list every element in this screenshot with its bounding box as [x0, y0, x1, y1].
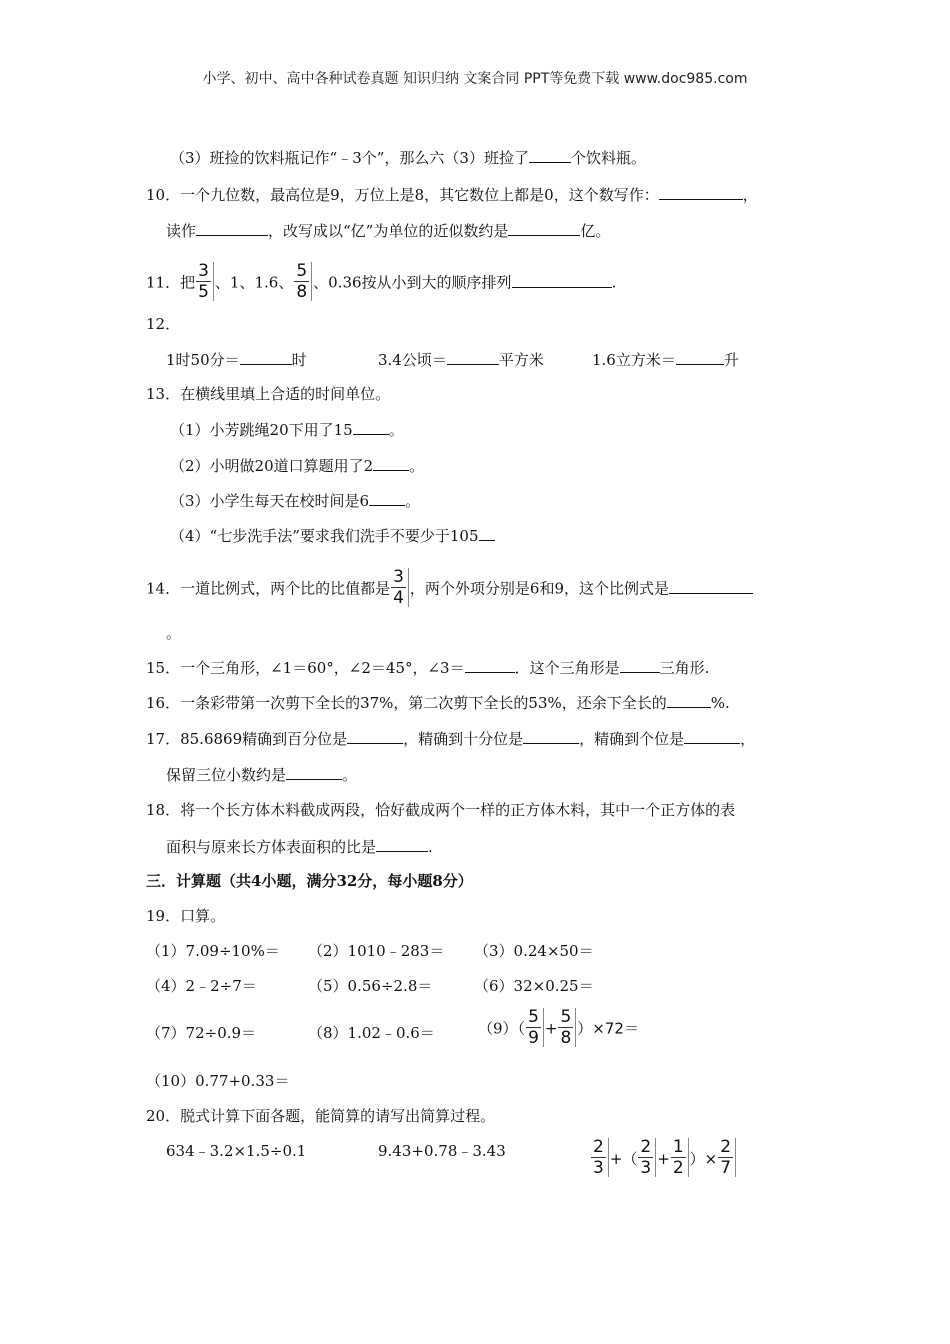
q14-blank[interactable] — [669, 577, 753, 594]
q19-r3-c2: （8）1.02﹣0.6＝ — [308, 1024, 435, 1042]
q12-blank-b[interactable] — [447, 348, 499, 365]
q18-line1: 18．将一个长方体木料截成两段，恰好截成两个一样的正方体木料，其中一个正方体的表 — [146, 801, 736, 819]
q19-r2-c1: （4）2﹣2÷7＝ — [146, 977, 257, 995]
page-header: 小学、初中、高中各种试卷真题 知识归纳 文案合同 PPT等免费下载 www.doc985.com — [202, 71, 748, 87]
q10-blank-read[interactable] — [196, 219, 268, 236]
q10-line1 — [146, 183, 758, 206]
q15-blank-type[interactable] — [620, 656, 660, 673]
q19-fraction-2: $\frac{5}{8}$ — [558, 1008, 576, 1047]
q13-blank-2[interactable] — [373, 454, 409, 471]
q20-fraction-4: $\frac{2}{7}$ — [718, 1138, 736, 1177]
q13-item-3: （3）小学生每天在校时间是6 。 — [170, 489, 420, 512]
q20-expr-2: 9.43+0.78﹣3.43 — [378, 1142, 506, 1160]
q13-item-2: （2）小明做20道口算题用了2 。 — [170, 454, 424, 477]
q13-blank-3[interactable] — [369, 489, 405, 506]
q20-fraction-1: $\frac{2}{3}$ — [591, 1138, 609, 1177]
q16-blank[interactable] — [667, 691, 711, 708]
q15-line: 15．一个三角形，∠1＝60°，∠2＝45°，∠3＝ ．这个三角形是 三角形. — [146, 656, 709, 679]
q10-blank-approx[interactable] — [508, 219, 580, 236]
q14-fraction: $\frac{3}{4}$ — [391, 568, 409, 607]
q19-r1-c1: （1）7.09÷10%＝ — [146, 942, 280, 960]
q18-blank[interactable] — [376, 835, 428, 852]
q19-r2-c2: （5）0.56÷2.8＝ — [308, 977, 433, 995]
q17-blank-thousandths[interactable] — [286, 763, 342, 780]
q9-continuation — [170, 146, 646, 169]
q19-r1-c3: （3）0.24×50＝ — [474, 942, 594, 960]
q12-label: 12． — [146, 315, 181, 333]
q10-comma: ， — [742, 186, 758, 204]
q11-text-mid1: 、1、1.6、 — [214, 273, 294, 292]
q17-blank-hundredths[interactable] — [347, 727, 403, 744]
q9-blank[interactable] — [529, 146, 571, 163]
q20-fraction-3: $\frac{1}{2}$ — [671, 1138, 689, 1177]
q20-title: 20．脱式计算下面各题，能简算的请写出简算过程。 — [146, 1107, 496, 1125]
section-3-title: 三．计算题（共4小题，满分32分，每小题8分） — [146, 872, 473, 890]
q10-line2 — [166, 219, 610, 242]
q11-blank[interactable] — [512, 271, 612, 288]
q12-item-c: 1.6立方米＝ 升 — [592, 348, 739, 371]
q13-blank-1[interactable] — [353, 418, 389, 435]
q17-line1: 17．85.6869精确到百分位是 ，精确到十分位是 ，精确到个位是 ， — [146, 727, 755, 750]
q11-line — [146, 261, 617, 303]
q11-fraction-2: $\frac{5}{8}$ — [294, 262, 312, 301]
q11-text: 11．把 — [146, 273, 196, 292]
q17-line2: 保留三位小数约是 。 — [166, 763, 357, 786]
q12-blank-a[interactable] — [240, 348, 292, 365]
q13-blank-4[interactable] — [479, 524, 495, 541]
q19-r3-c1: （7）72÷0.9＝ — [146, 1024, 257, 1042]
q11-text-mid2: 、0.36按从小到大的顺序排列 — [313, 273, 512, 292]
q10-approx-label: ，改写成以“亿”为单位的近似数约是 — [268, 222, 509, 240]
q12-item-b: 3.4公顷＝ 平方米 — [378, 348, 544, 371]
q19-fraction-1: $\frac{5}{9}$ — [526, 1008, 544, 1047]
q18-line2: 面积与原来长方体表面积的比是 . — [166, 835, 433, 858]
q19-r2-c3: （6）32×0.25＝ — [474, 977, 594, 995]
q11-fraction-1: $\frac{3}{5}$ — [196, 262, 214, 301]
q10-read-label: 读作 — [166, 222, 197, 240]
q10-text: 10．一个九位数，最高位是9，万位上是8，其它数位上都是0，这个数写作： — [146, 186, 659, 204]
q9-text: （3）班捡的饮料瓶记作“﹣3个”，那么六（3）班捡了 — [170, 149, 529, 167]
q14-line1: 14．一道比例式，两个比的比值都是 $\frac{3}{4}$ ，两个外项分别是6和9，这个比例式是 — [146, 570, 753, 609]
q20-expr-1: 634﹣3.2×1.5÷0.1 — [166, 1142, 307, 1160]
q13-title: 13．在横线里填上合适的时间单位。 — [146, 385, 391, 403]
q11-end: . — [611, 273, 617, 292]
q12-item-a: 1时50分＝ 时 — [166, 348, 307, 371]
q17-blank-ones[interactable] — [684, 727, 740, 744]
q10-unit: 亿。 — [580, 222, 611, 240]
q12-blank-c[interactable] — [676, 348, 724, 365]
q14-line2: 。 — [166, 624, 182, 642]
q13-item-1: （1）小芳跳绳20下用了15 。 — [170, 418, 404, 441]
q13-item-4: （4）“七步洗手法”要求我们洗手不要少于105 — [170, 524, 495, 547]
q15-blank-angle[interactable] — [465, 656, 515, 673]
q9-text-end: 个饮料瓶。 — [570, 149, 646, 167]
q19-title: 19．口算。 — [146, 907, 226, 925]
q20-expr-3: $\frac{2}{3}$ +（ $\frac{2}{3}$ + $\frac{1}{2}$ ）× $\frac{2}{7}$ — [590, 1140, 737, 1179]
q19-r1-c2: （2）1010﹣283＝ — [308, 942, 445, 960]
q16-line: 16．一条彩带第一次剪下全长的37%，第二次剪下全长的53%，还余下全长的 %. — [146, 691, 730, 714]
q19-r3-c3: （9）（ $\frac{5}{9}$ + $\frac{5}{8}$ ）×72＝ — [478, 1007, 639, 1048]
q17-blank-tenths[interactable] — [523, 727, 579, 744]
q19-r4-c1: （10）0.77+0.33＝ — [146, 1072, 290, 1090]
q10-blank-write[interactable] — [659, 183, 743, 200]
q20-fraction-2: $\frac{2}{3}$ — [638, 1138, 656, 1177]
